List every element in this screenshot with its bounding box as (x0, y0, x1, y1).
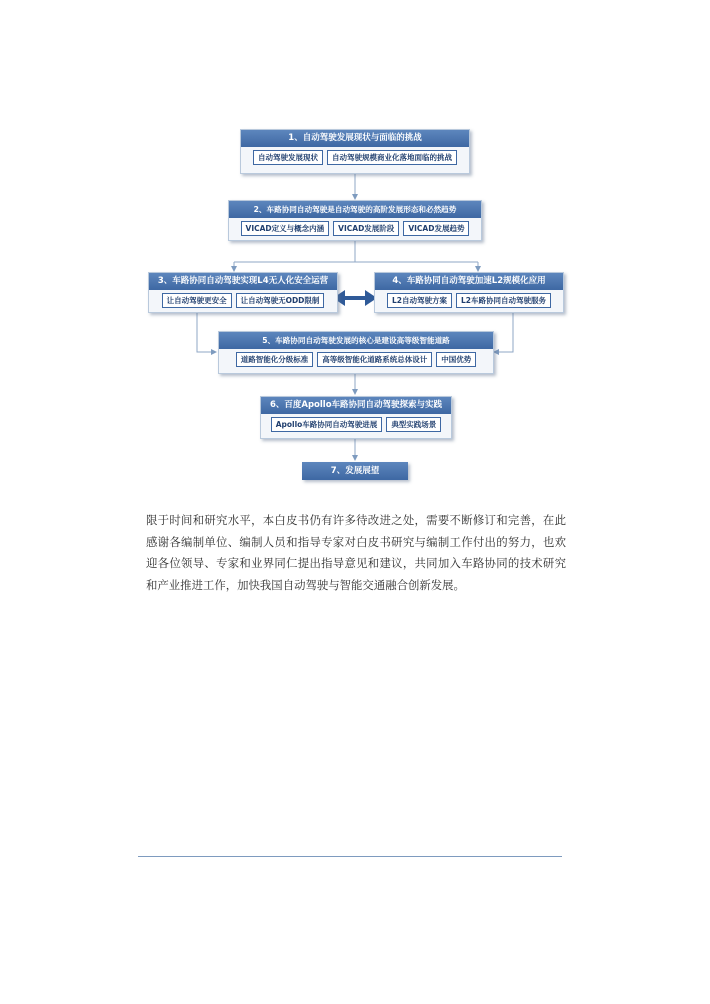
step-1-title: 1、自动驾驶发展现状与面临的挑战 (241, 130, 469, 147)
step-7-box: 7、发展展望 (302, 462, 408, 480)
step-5-item: 道路智能化分级标准 (236, 352, 314, 367)
footer-divider (138, 856, 562, 857)
step-2-item: VICAD定义与概念内涵 (241, 221, 330, 236)
step-3-item: 让自动驾驶更安全 (162, 293, 232, 308)
step-1-box (240, 129, 470, 174)
step-4-box (374, 272, 564, 313)
step-2-box (228, 200, 482, 241)
step-1-item: 自动驾驶发展现状 (253, 150, 323, 165)
step-2-item: VICAD发展阶段 (333, 221, 399, 236)
step-2-item: VICAD发展趋势 (403, 221, 469, 236)
step-2-title: 2、车路协同自动驾驶是自动驾驶的高阶发展形态和必然趋势 (229, 201, 481, 218)
step-5-box (218, 331, 494, 374)
step-4-item: L2车路协同自动驾驶服务 (456, 293, 551, 308)
step-5-item: 中国优势 (436, 352, 476, 367)
step-4-item: L2自动驾驶方案 (387, 293, 452, 308)
arrow-3-5 (197, 313, 216, 352)
bidirectional-arrow-icon (333, 290, 377, 306)
step-6-box (260, 396, 452, 439)
arrow-4-5 (494, 313, 513, 352)
step-4-title: 4、车路协同自动驾驶加速L2规模化应用 (375, 273, 563, 290)
step-5-title: 5、车路协同自动驾驶发展的核心是建设高等级智能道路 (219, 332, 493, 349)
step-6-item: Apollo车路协同自动驾驶进展 (271, 417, 383, 432)
step-3-title: 3、车路协同自动驾驶实现L4无人化安全运营 (149, 273, 337, 290)
step-6-item: 典型实践场景 (386, 417, 441, 432)
body-paragraph: 限于时间和研究水平，本白皮书仍有许多待改进之处，需要不断修订和完善，在此感谢各编制单位、编制人员和指导专家对白皮书研究与编制工作付出的努力，也欢迎各位领导、专家和业界同仁提出指导意见和建议，共同加入车路协同的技术研究和产业推进工作，加快我国自动驾驶与智能交通融合创新发展。 (146, 513, 566, 592)
step-6-title: 6、百度Apollo车路协同自动驾驶探索与实践 (261, 397, 451, 414)
step-3-item: 让自动驾驶无ODD限制 (236, 293, 325, 308)
step-3-box (148, 272, 338, 313)
step-5-item: 高等级智能化道路系统总体设计 (317, 352, 432, 367)
step-1-item: 自动驾驶规模商业化落地面临的挑战 (327, 150, 457, 165)
